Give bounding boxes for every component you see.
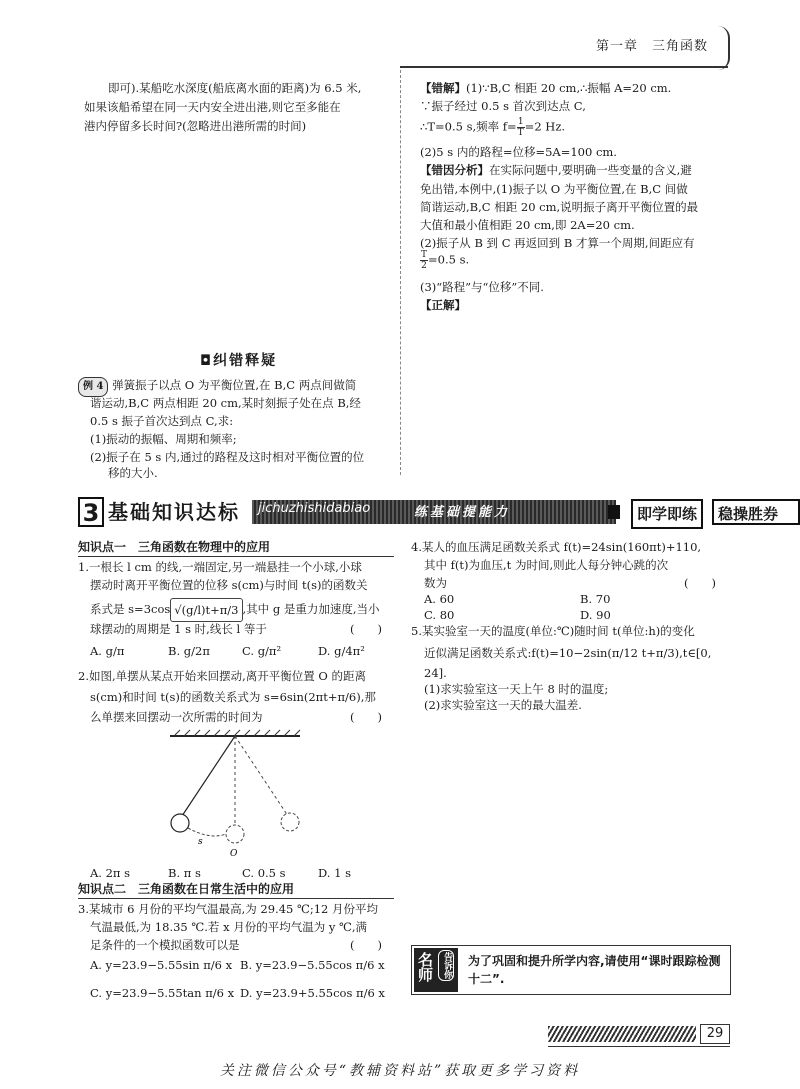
question-line: 数为	[424, 576, 447, 590]
question-line: 气温最低,为 18.35 ℃.若 x 月份的平均气温为 y ℃,满	[90, 920, 368, 934]
arc-path	[188, 828, 226, 836]
right-text-line: ∵振子经过 0.5 s 首次到达点 C,	[420, 99, 586, 113]
example-line: 例 4 弹簧振子以点 O 为平衡位置,在 B,C 两点间做简	[78, 376, 356, 397]
knowledge-point-rule	[78, 556, 394, 557]
error-analysis-tag: 【错因分析】	[420, 163, 489, 177]
banner-title: 基础知识达标	[108, 500, 240, 524]
section-title: ◘纠错释疑	[200, 353, 278, 369]
knowledge-point-title: 知识点二 三角函数在日常生活中的应用	[78, 882, 295, 896]
option: C. y=23.9−5.55tan π/6 x	[90, 986, 235, 1000]
footer-notice: 关注微信公众号“教辅资料站”获取更多学习资料	[219, 1063, 581, 1079]
teacher-badge: 名师 告诉你	[414, 948, 458, 992]
fraction: $\frac{1}{T}$	[517, 117, 524, 138]
option: C. 0.5 s	[242, 866, 286, 880]
right-text-line: 简谐运动,B,C 相距 20 cm,说明振子离开平衡位置的最	[420, 200, 699, 214]
example-line: 移的大小.	[108, 466, 158, 480]
example-line: (2)振子在 5 s 内,通过的路程及这时相对平衡位置的位	[90, 450, 365, 464]
error-analysis-line: 【错因分析】在实际问题中,要明确一些变量的含义,避	[420, 163, 692, 177]
option: A. g/π	[90, 644, 125, 658]
question-line: 近似满足函数关系式:f(t)=10−2sin(π/12 t+π/3),t∈[0,	[424, 646, 712, 660]
left-text-line: 即可).某船吃水深度(船底离水面的距离)为 6.5 米,	[108, 81, 362, 95]
example-badge: 例 4	[78, 377, 108, 397]
answer-paren: ( )	[350, 622, 382, 636]
option: A. 60	[424, 592, 455, 606]
ball-at-right	[281, 813, 299, 831]
answer-paren: ( )	[350, 938, 382, 952]
example-line: (1)振动的振幅、周期和频率;	[90, 432, 237, 446]
option: D. 1 s	[318, 866, 351, 880]
page-number: 29	[700, 1024, 730, 1044]
example-line: 谐运动,B,C 两点相距 20 cm,某时刻振子处在点 B,经	[90, 396, 361, 410]
banner-slogan: 练基础提能力	[414, 505, 511, 520]
page-number-bar	[548, 1026, 696, 1042]
question-line: s(cm)和时间 t(s)的函数关系式为 s=6sin(2πt+π/6),那	[90, 690, 376, 704]
question-line: 3.某城市 6 月份的平均气温最高,为 29.45 ℃;12 月份平均	[78, 902, 379, 916]
right-text-line: 免出错,本例中,(1)振子以 O 为平衡位置,在 B,C 间做	[420, 182, 688, 196]
option: D. g/4π²	[318, 644, 365, 658]
header-ornament	[718, 26, 730, 70]
pendulum-figure	[160, 728, 320, 868]
ball-at-center	[226, 825, 244, 843]
label-s: s	[198, 837, 203, 847]
question-line: 足条件的一个模拟函数可以是	[90, 938, 240, 952]
knowledge-point-rule	[78, 898, 394, 899]
chapter-title: 第一章 三角函数	[595, 39, 708, 54]
correct-solution-tag: 【正解】	[420, 298, 466, 312]
example-line: 0.5 s 振子首次达到点 C,求:	[90, 414, 234, 428]
wrong-solution-line: 【错解】(1)∵B,C 相距 20 cm,∴振幅 A=20 cm.	[420, 81, 672, 95]
question-line: 系式是 s=3cos √(g/l)t+π/3 ,其中 g 是重力加速度,当小	[90, 598, 380, 622]
question-line: (2)求实验室这一天的最大温差.	[424, 698, 582, 712]
right-text-line: (2)5 s 内的路程=位移=5A=100 cm.	[420, 145, 617, 159]
right-text-line: ∴T=0.5 s,频率 f= $\frac{1}{T}$ =2 Hz.	[420, 117, 566, 138]
option: B. y=23.9−5.55cos π/6 x	[240, 958, 385, 972]
pendulum-ball	[171, 814, 189, 832]
option: C. g/π²	[242, 644, 282, 658]
question-line: 4.某人的血压满足函数关系式 f(t)=24sin(160πt)+110,	[411, 540, 702, 554]
section-icon: ◘	[200, 353, 214, 369]
banner-square-icon	[608, 505, 620, 519]
left-text-line: 如果该船希望在同一天内安全进出港,则它至多能在	[84, 100, 341, 114]
right-text-line: (3)“路程”与“位移”不同.	[420, 280, 544, 294]
banner-number: 3	[78, 497, 104, 527]
formula-box: √(g/l)t+π/3	[170, 598, 242, 622]
banner-tag: 即学即练	[631, 499, 703, 529]
question-line: 1.一根长 l cm 的线,一端固定,另一端悬挂一个小球,小球	[78, 560, 362, 574]
question-line: 球摆动的周期是 1 s 时,线长 l 等于	[90, 622, 267, 636]
knowledge-point-title: 知识点一 三角函数在物理中的应用	[78, 540, 271, 554]
option: B. g/2π	[168, 644, 210, 658]
banner-pinyin: jichuzhishidabiao	[258, 501, 371, 516]
header-rule	[400, 66, 728, 68]
option: B. π s	[168, 866, 201, 880]
option: D. 90	[580, 608, 611, 622]
banner-tag: 稳操胜券	[712, 499, 800, 525]
pendulum-string	[182, 736, 235, 816]
page-footer-rule	[548, 1046, 730, 1047]
label-o: O	[230, 849, 238, 859]
answer-paren: ( )	[350, 710, 382, 724]
question-line: 2.如图,单摆从某点开始来回摆动,离开平衡位置 O 的距离	[78, 669, 367, 683]
option: A. 2π s	[90, 866, 131, 880]
question-line: 摆动时离开平衡位置的位移 s(cm)与时间 t(s)的函数关	[90, 578, 368, 592]
left-text-line: 港内停留多长时间?(忽略进出港所需的时间)	[84, 119, 307, 133]
option: C. 80	[424, 608, 455, 622]
column-divider	[400, 70, 401, 475]
option: A. y=23.9−5.55sin π/6 x	[90, 958, 233, 972]
question-line: (1)求实验室这一天上午 8 时的温度;	[424, 682, 609, 696]
question-line: 其中 f(t)为血压,t 为时间,则此人每分钟心跳的次	[424, 558, 669, 572]
option: B. 70	[580, 592, 611, 606]
teacher-tip-text: 为了巩固和提升所学内容,请使用“课时跟踪检测十二”.	[468, 954, 721, 986]
answer-paren: ( )	[684, 576, 716, 590]
right-text-line: 大值和最小值相距 20 cm,即 2A=20 cm.	[420, 218, 635, 232]
right-text-line: (2)振子从 B 到 C 再返回到 B 才算一个周期,间距应有	[420, 236, 695, 250]
option: D. y=23.9+5.55cos π/6 x	[240, 986, 385, 1000]
wrong-solution-tag: 【错解】	[420, 81, 466, 95]
right-text-line: $\frac{T}{2}$ =0.5 s.	[421, 250, 470, 271]
fraction: $\frac{T}{2}$	[421, 250, 428, 271]
question-line: 24].	[424, 666, 447, 680]
right-dashed-string	[235, 736, 288, 816]
question-line: 5.某实验室一天的温度(单位:℃)随时间 t(单位:h)的变化	[411, 624, 695, 638]
question-line: 么单摆来回摆动一次所需的时间为	[90, 710, 263, 724]
teacher-tip-box	[411, 945, 731, 995]
section-banner	[78, 497, 779, 527]
